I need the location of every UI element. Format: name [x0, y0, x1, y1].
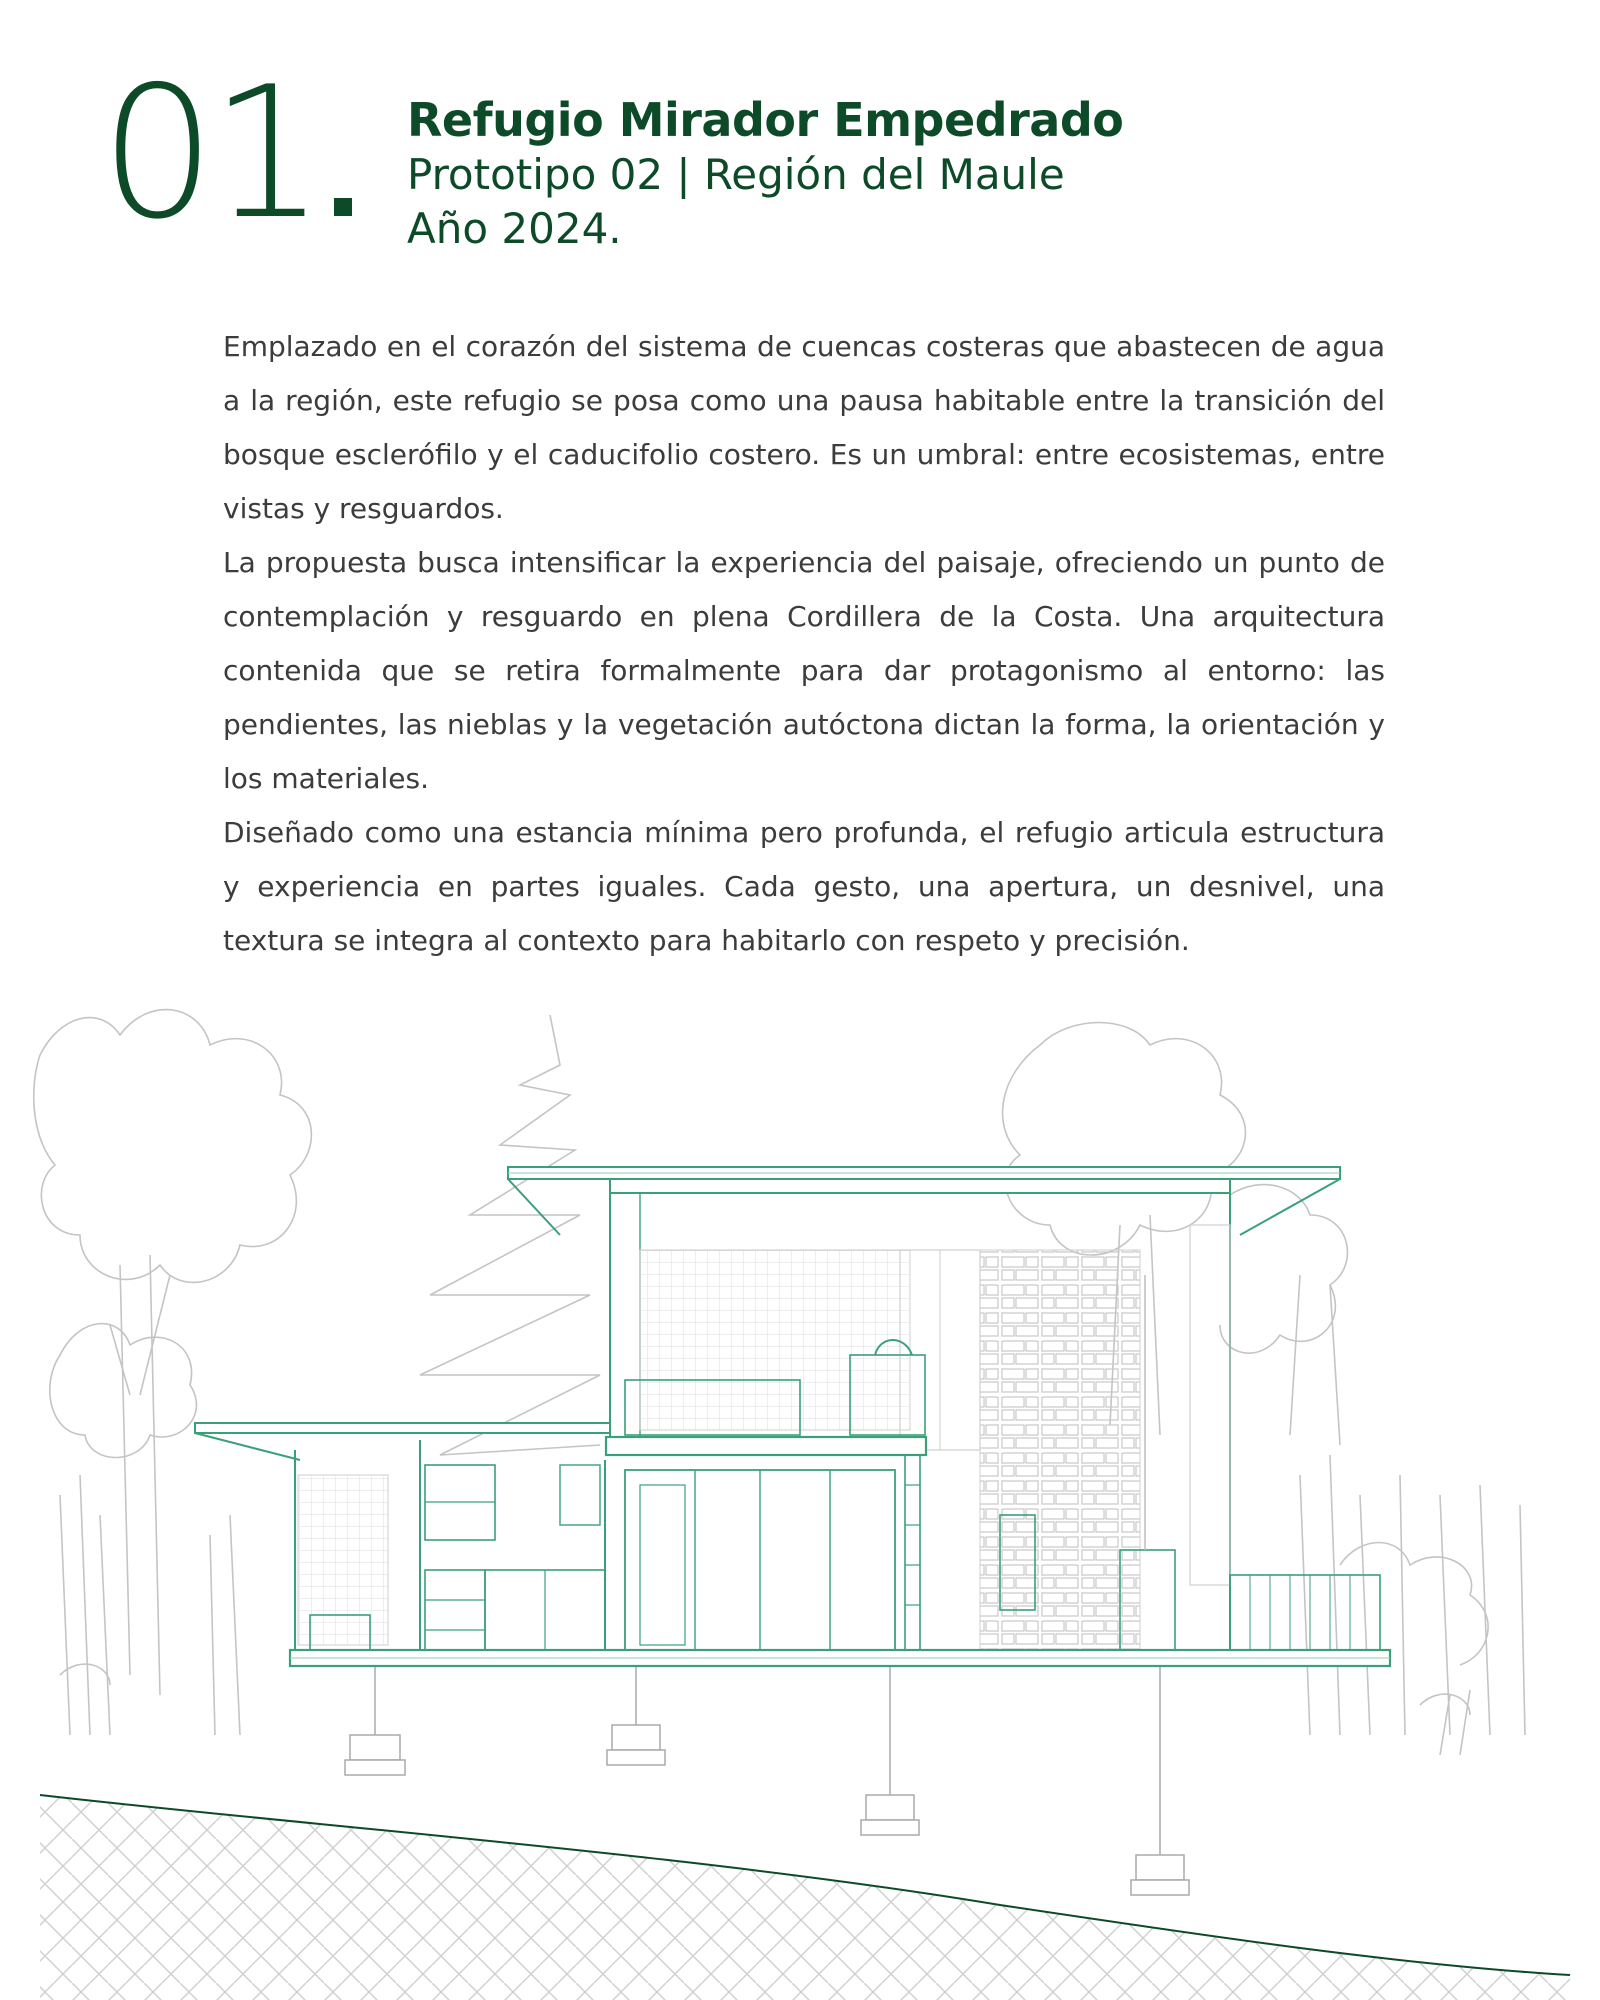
number-period [334, 198, 352, 216]
paragraph-2: La propuesta busca intensificar la experiencia del paisaje, ofreciendo un punto de contemplación y resguardo en plena Cordillera de la Costa. Una arquitectura contenida que se retira formalmente para dar protagonismo al entorno: las pendientes, las nieblas y la vegetación autóctona dictan la forma, la orientación y los materiales. [223, 546, 1385, 795]
project-number [100, 47, 352, 259]
section-drawing [0, 975, 1600, 2000]
house-section [195, 1167, 1390, 1666]
description-text [223, 320, 1385, 968]
paragraph-1: Emplazado en el corazón del sistema de cuencas costeras que abastecen de agua a la región, este refugio se posa como una pausa habitable entre la transición del bosque esclerófilo y el caducifolio costero. Es un umbral: entre ecosistemas, entre vistas y resguardos. [223, 330, 1385, 525]
project-year: Año 2024. [407, 204, 622, 253]
title-block [407, 92, 1123, 256]
project-title: Refugio Mirador Empedrado [407, 93, 1124, 147]
project-subtitle: Prototipo 02 | Región del Maule [407, 150, 1065, 199]
ground-terrain [40, 1795, 1570, 2000]
paragraph-3: Diseñado como una estancia mínima pero profunda, el refugio articula estructura y experiencia en partes iguales. Cada gesto, una apertura, un desnivel, una textura se integra al contexto para habitarlo con respeto y precisión. [223, 816, 1385, 957]
project-number-text: 01 [100, 47, 320, 259]
